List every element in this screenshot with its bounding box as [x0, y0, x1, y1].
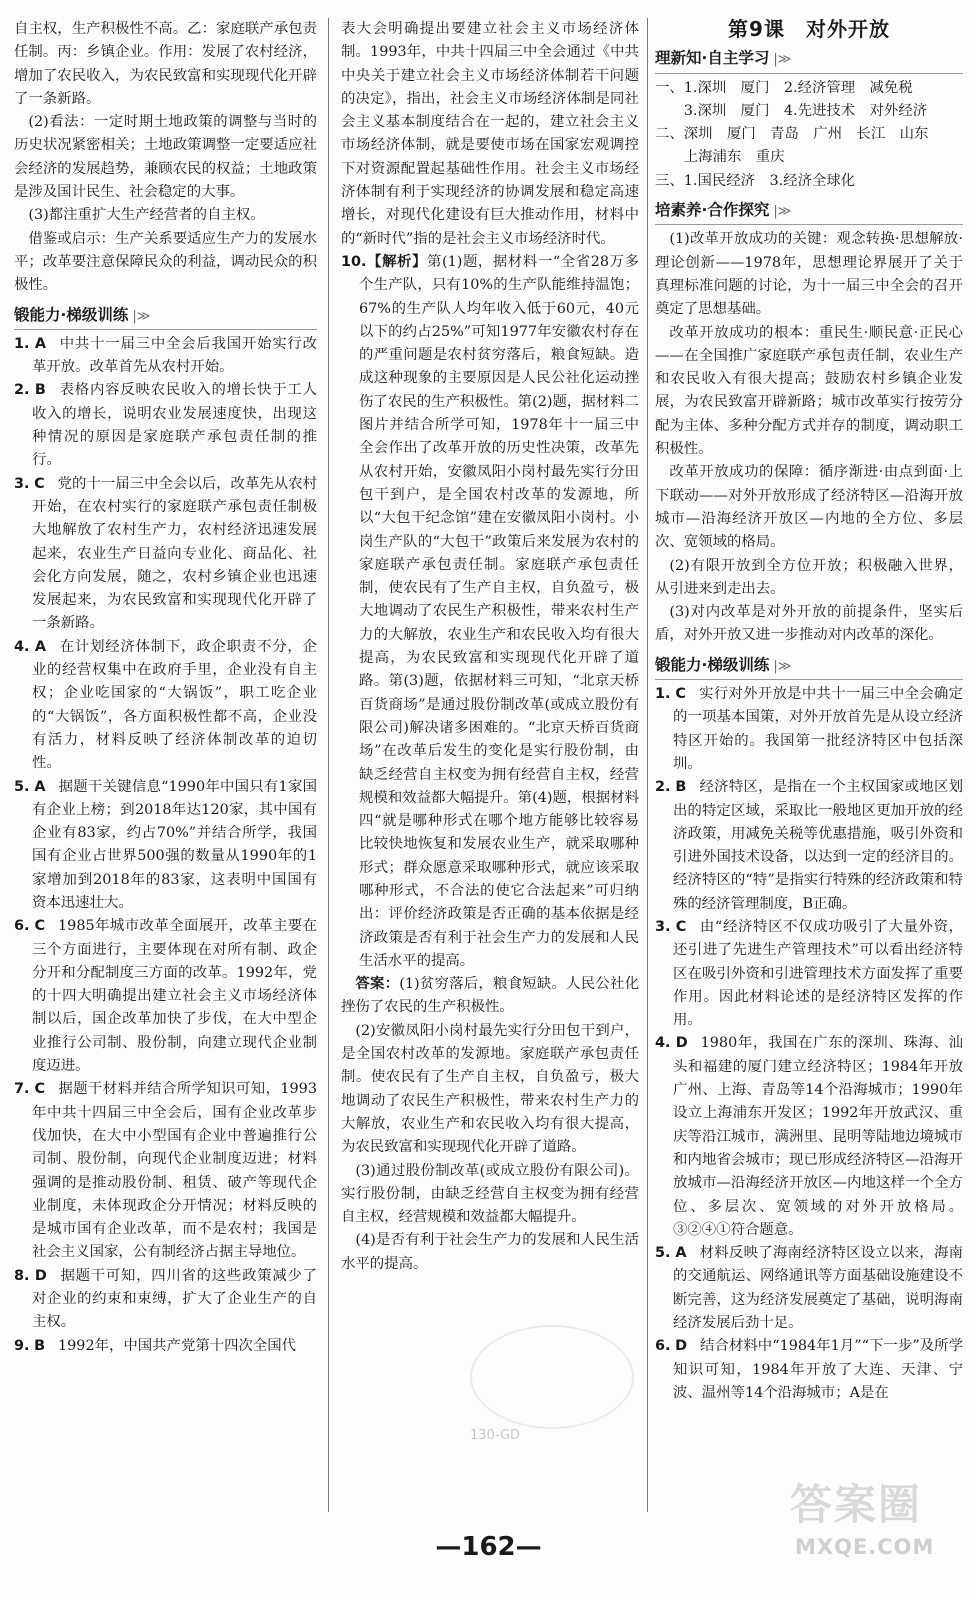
item-number: 9.: [14, 1337, 30, 1354]
paragraph: (2)看法：一定时期土地政策的调整与当时的历史状况紧密相关；土地政策调整一定要适应社会经济的发展趋势，兼顾农民的权益；土地政策是涉及国计民生、社会稳定的大事。: [14, 114, 317, 201]
item-answer: A: [675, 1245, 687, 1262]
double-arrow-icon: |≫: [132, 308, 151, 324]
item-text: 1980年，我国在广东的深圳、珠海、汕头和福建的厦门建立经济特区；1984年开放广州、上海、青岛等14个沿海城市；1990年设立上海浦东开发区；1992年开放武汉、重庆等沿江城市，满洲里、昆明等陆地边境城市和内地省会城市；现已形成经济特区—沿海开放城市—沿海经济开放区—内地这样一个全方位、多层次、宽领域的对外开放格局。③②④①符合题意。: [673, 1035, 963, 1238]
column-divider: [647, 18, 648, 1512]
answer-item: [655, 683, 963, 776]
item-number: 2.: [14, 382, 30, 399]
item-number: 3.: [14, 475, 30, 492]
item-text: 在计划经济体制下，政企职责不分，企业的经营权集中在政府手里，企业没有自主权；企业吃国家的“大锅饭”，职工吃企业的“大锅饭”，各方面积极性都不高，企业没有活力，材料反映了经济体制改革的迫切性。: [32, 638, 317, 772]
answer-item: [14, 776, 317, 916]
item-text: 据题干可知，四川省的这些政策减少了对企业的约束和束缚，扩大了企业生产的自主权。: [32, 1267, 317, 1331]
item-text: 表格内容反映农民收入的增长快于工人收入的增长，说明农业发展速度快，出现这种情况的原因是家庭联产承包责任制的推行。: [32, 382, 317, 469]
knowledge-line: 二、深圳 厦门 青岛 广州 长江 山东: [655, 126, 929, 143]
knowledge-line: 上海浦东 重庆: [655, 149, 785, 166]
answer-item: [14, 1078, 317, 1264]
analysis-item: [341, 251, 639, 973]
page-number: —162—: [435, 1532, 542, 1562]
lesson-title: 第9课 对外开放: [728, 18, 890, 41]
answer-item: [14, 1335, 317, 1358]
item-number: 7.: [14, 1081, 30, 1098]
item-answer: B: [34, 1337, 46, 1354]
section-heading: [655, 654, 963, 680]
section-heading: [655, 199, 963, 225]
section-heading: [14, 304, 317, 330]
answer-item: [14, 473, 317, 636]
analysis-text: 第(1)题，据材料一“全省28万多个生产队，只有10%的生产队能维持温饱；67%的生产队人均年收入低于60元，40元以下的约占25%”可知1977年安徽农村存在的严重问题是农村贫穷落后，粮食短缺。造成这种现象的主要原因是人民公社化运动挫伤了农民的生产积极性。第(2)题，据材料二图片并结合所学可知，1978年十一届三中全会作出了改革开放的历史性决策，改革先从农村开始，安徽凤阳小岗村最先实行分田包干到户，是全国农村改革的发源地，所以“大包干纪念馆”建在安徽凤阳小岗村。小岗生产队的“大包干”政策后来发展为农村的家庭联产承包责任制。家庭联产承包责任制，使农民有了生产自主权，自负盈亏，极大地调动了农民生产积极性，带来农村生产力的大解放，农业生产和农民收入均有很大提高，为农民致富和实现现代化开辟了道路。第(3)题，依据材料三可知，“北京天桥百货商场”是通过股份制改革(或成立股份有限公司)解决诸多困难的。“北京天桥百货商场”在改革后发生的变化是实行股份制，由缺乏经营自主权变为拥有经营自主权，经营规模和效益都大幅提升。第(4)题，根据材料四“就是哪种形式在哪个地方能够比较容易比较快地恢复和发展农业生产，就采取哪种形式；群众愿意采取哪种形式，就应该采取哪种形式，不合法的使它合法起来”可归纳出：评价经济政策是否正确的基本依据是经济政策是否有利于社会生产力的发展和人民生活水平的提高。: [359, 253, 639, 969]
item-number: 10.: [341, 253, 367, 270]
item-number: 5.: [14, 778, 30, 795]
item-text: 1992年，中国共产党第十四次全国代: [57, 1337, 297, 1354]
knowledge-line: 一、1.深圳 厦门 2.经济管理 减免税: [655, 79, 913, 96]
paragraph: (1)改革开放成功的关键：观念转换·思想解放·理论创新——1978年，思想理论界展开了关于真理标准问题的讨论，为十一届三中全会的召开奠定了思想基础。: [655, 231, 963, 318]
paragraph: (3)都注重扩大生产经营者的自主权。: [28, 207, 265, 224]
answer-item: [14, 379, 317, 472]
item-number: 5.: [655, 1245, 671, 1262]
paragraph: 改革开放成功的保障：循序渐进·由点到面·上下联动——对外开放形成了经济特区—沿海开放城市—沿海经济开放区—内地的全方位、多层次、宽领域的格局。: [655, 464, 963, 551]
paragraph: 表大会明确提出要建立社会主义市场经济体制。1993年，中共十四届三中全会通过《中共中央关于建立社会主义市场经济体制若干问题的决定》，指出，社会主义市场经济体制是同社会主义基本制度结合在一起的，建立社会主义市场经济体制，就是要使市场在国家宏观调控下对资源配置起基础性作用。社会主义市场经济体制有利于实现经济的协调发展和稳定高速增长，对现代化建设有巨大推动作用，材料中的“新时代”指的是社会主义市场经济时代。: [341, 21, 639, 247]
answer-line: (2)安徽凤阳小岗村最先实行分田包干到户，是全国农村改革的发源地。家庭联产承包责任制。使农民有了生产自主权，自负盈亏，极大地调动了农民生产积极性，带来农村生产力的大解放，农业生产和农民收入均有很大提高，为农民致富和实现现代化开辟了道路。: [341, 1022, 639, 1156]
section-title: 锻能力·梯级训练: [655, 655, 770, 674]
answer-item: [14, 915, 317, 1078]
answer-item: [655, 916, 963, 1032]
item-number: 6.: [655, 1338, 671, 1355]
item-number: 1.: [14, 335, 30, 352]
watermark-site: MXQE.COM: [795, 1535, 935, 1559]
answer-item: [655, 1242, 963, 1335]
answer-item: [14, 1265, 317, 1335]
column-3: [655, 18, 963, 1512]
answer-label: 答案：: [355, 976, 400, 993]
answer-line: [341, 973, 639, 1020]
item-text: 实行对外开放是中共十一届三中全会确定的一项基本国策，对外开放首先是从设立经济特区开始的。我国第一批经济特区中包括深圳。: [673, 686, 963, 772]
section-heading: [655, 47, 963, 73]
item-answer: D: [34, 1267, 47, 1284]
analysis-tag: 【解析】: [366, 253, 427, 270]
item-text: 经济特区，是指在一个主权国家或地区划出的特定区域，采取比一般地区更加开放的经济政策，用减免关税等优惠措施，吸引外资和引进外国技术设备，以达到一定的经济目的。经济特区的“特”是指实行特殊的经济政策和特殊的经济管理制度，B正确。: [673, 779, 963, 912]
item-text: 党的十一届三中全会以后，改革先从农村开始，在农村实行的家庭联产承包责任制极大地解放了农村生产力，农村经济迅速发展起来，农业生产日益向专业化、商品化、社会化方向发展，随之，农村乡镇企业也迅速发展起来，为农民致富和实现现代化开辟了一条新路。: [32, 475, 317, 632]
item-number: 2.: [655, 779, 671, 796]
knowledge-line: 3.深圳 厦门 4.先进技术 对外经济: [655, 102, 928, 119]
answer-item: [655, 1032, 963, 1242]
item-answer: C: [675, 686, 686, 703]
column-2: [341, 18, 639, 1512]
answer-line: (3)通过股份制改革(或成立股份有限公司)。实行股份制，由缺乏经营自主权变为拥有经营自主权，经营规模和效益都大幅提升。: [341, 1162, 639, 1226]
item-text: 1985年城市改革全面展开，改革主要在三个方面进行，主要体现在对所有制、政企分开和分配制度三方面的改革。1992年，党的十四大明确提出建立社会主义市场经济体制以后，国企改革加快了步伐，在大中型企业推行公司制、股份制，向建立现代企业制度迈进。: [32, 918, 317, 1075]
double-arrow-icon: |≫: [773, 204, 792, 220]
item-answer: A: [34, 778, 46, 795]
item-answer: A: [34, 335, 46, 352]
item-text: 由“经济特区不仅成功吸引了大量外资，还引进了先进生产管理技术”可以看出经济特区在吸引外资和引进管理技术方面发挥了重要作用。因此材料论述的是经济特区发挥的作用。: [673, 918, 963, 1029]
section-title: 理新知·自主学习: [655, 49, 770, 68]
section-title: 锻能力·梯级训练: [14, 305, 129, 324]
answer-item: [14, 636, 317, 776]
paragraph: 改革开放成功的根本：重民生·顺民意·正民心——在全国推广家庭联产承包责任制，农业生产和农民收入有很大提高；鼓励农村乡镇企业发展，为农民致富开辟新路；城市改革实行按劳分配为主体、多种分配方式并存的制度，调动职工积极性。: [655, 324, 963, 458]
answer-line: (4)是否有利于社会生产力的发展和人民生活水平的提高。: [341, 1232, 639, 1272]
answer-item: [655, 1335, 963, 1405]
item-number: 4.: [14, 638, 30, 655]
item-text: 中共十一届三中全会后我国开始实行改革开放。改革首先从农村开始。: [32, 335, 317, 376]
paragraph: 自主权，生产积极性不高。乙：家庭联产承包责任制。丙：乡镇企业。作用：发展了农村经济，增加了农民收入，为农民致富和实现现代化开辟了一条新路。: [14, 21, 317, 107]
item-answer: A: [34, 638, 46, 655]
item-answer: C: [34, 1081, 46, 1098]
item-text: 材料反映了海南经济特区设立以来，海南的交通航运、网络通讯等方面基础设施建设不断完善，这为经济发展奠定了基础，说明海南经济发展后劲十足。: [673, 1245, 963, 1332]
item-number: 8.: [14, 1267, 30, 1284]
item-answer: D: [675, 1338, 688, 1355]
double-arrow-icon: |≫: [773, 52, 792, 68]
item-text: 结合材料中“1984年1月”“下一步”及所学知识可知，1984年开放了大连、天津、宁波、温州等14个沿海城市；A是在: [673, 1338, 963, 1401]
item-text: 据题干材料并结合所学知识可知，1993年中共十四届三中全会后，国有企业改革步伐加快，在大中小型国有企业中普遍推行公司制、股份制，向现代企业制度迈进；材料强调的是推动股份制、租赁、破产等现代企业制度，未体现政企分开情况；材料反映的是城市国有企业改革，而不是农村；我国是社会主义国家，公有制经济占据主导地位。: [32, 1081, 317, 1261]
paragraph: (3)对内改革是对外开放的前提条件，坚实后盾，对外开放又进一步推动对内改革的深化。: [655, 604, 963, 644]
answer-text: (1)贫穷落后，粮食短缺。人民公社化挫伤了农民的生产积极性。: [341, 976, 639, 1016]
watermark-logo: 答案圈: [790, 1480, 923, 1529]
double-arrow-icon: |≫: [773, 658, 792, 674]
faint-stamp: [470, 1325, 634, 1429]
answer-item: [14, 333, 317, 380]
paragraph: 借鉴或启示：生产关系要适应生产力的发展水平；改革要注意保障民众的利益，调动民众的积极性。: [14, 230, 317, 294]
column-1: [14, 18, 317, 1512]
knowledge-line: 三、1.国民经济 3.经济全球化: [655, 172, 856, 189]
item-answer: C: [675, 918, 687, 935]
column-divider: [328, 18, 329, 1512]
section-title: 培素养·合作探究: [655, 201, 770, 220]
item-number: 6.: [14, 918, 30, 935]
item-answer: C: [34, 918, 46, 935]
stamp-code: 130-GD: [470, 1428, 521, 1443]
item-text: 据题干关键信息“1990年中国只有1家国有企业上榜；到2018年达120家，其中国有企业有83家，约占70%”并结合所学，我国国有企业占世界500强的数量从1990年的1家增加到2018年的83家，这表明中国国有资本迅速壮大。: [32, 778, 317, 911]
item-number: 1.: [655, 686, 671, 703]
item-answer: D: [675, 1035, 688, 1052]
item-number: 3.: [655, 918, 671, 935]
item-number: 4.: [655, 1035, 671, 1052]
item-answer: B: [34, 382, 46, 399]
item-answer: B: [675, 779, 687, 796]
answer-item: [655, 776, 963, 916]
item-answer: C: [34, 475, 45, 492]
paragraph: (2)有限开放到全方位开放；积极融入世界，从引进来到走出去。: [655, 557, 963, 597]
